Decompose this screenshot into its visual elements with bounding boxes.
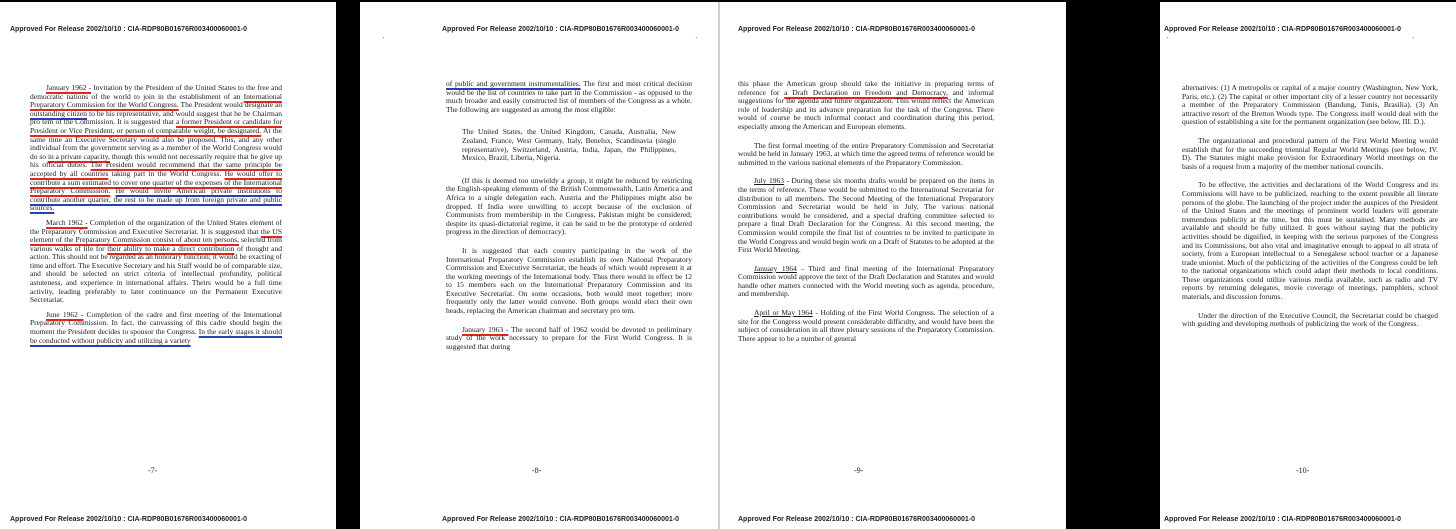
page-body — [30, 84, 282, 351]
highlighted-phrase: International Preparatory Commission for the World Congress. — [30, 91, 282, 110]
page-body — [738, 80, 994, 349]
highlighted-phrase: of public and government instrumentalities. — [446, 79, 581, 88]
page-header: Approved For Release 2002/10/10 : CIA-RDP80B01676R003400060001-0 — [442, 26, 679, 33]
page-header: Approved For Release 2002/10/10 : CIA-RDP80B01676R003400060001-0 — [10, 26, 247, 33]
page-footer: Approved For Release 2002/10/10 : CIA-RDP80B01676R003400060001-0 — [738, 516, 975, 523]
highlighted-phrase: outstanding citizen — [30, 108, 88, 118]
page-footer: Approved For Release 2002/10/10 : CIA-RDP80B01676R003400060001-0 — [10, 516, 247, 523]
document-page-9 — [720, 2, 1066, 529]
highlighted-phrase: a former President or candidate for President or Vice President, or person of comparable weight, be designated. — [30, 117, 282, 135]
document-page-10 — [1160, 2, 1456, 529]
date-marker: March 1962 - — [46, 217, 88, 227]
page-gap — [336, 2, 360, 529]
paragraph: The organizational and procedural pattern of the First World Meeting would establish that for the succeeding triennial Regular World Meetings (see below, IV. D). The Statutes might make provision for Extraordinary World meetings on the basis of a request from a majority of the member national councils. — [1182, 135, 1438, 171]
highlighted-phrase: the US element of the Preparatory Commission consist of about ten persons, — [30, 226, 283, 245]
scan-mark: ’ — [1412, 36, 1415, 44]
paragraph-january-1964: January 1964 - Third and final meeting of the International Preparatory Commission would approve the text of the Draft Declaration and Statutes and would handle other matters connected with the World meeting such as agenda, procedure, and membership. — [738, 263, 995, 299]
paragraph-june-1962: June 1962 - Completion of the cadre and first meeting of the International Preparatory Commission. In fact, the canvassing of this cadre should begin the moment the President decides to sponsor the Congress. In the early stages it should be conducted without publicity and utilizing a variety — [30, 309, 283, 345]
highlighted-phrase: He would offer to contribute a sum estimated to cover one quarter of the expenses of the International Preparatory Commission. — [30, 168, 283, 196]
page-gap — [1066, 2, 1160, 529]
highlighted-phrase: In the early stages it should be conducted without publicity and utilizing a variety — [30, 327, 282, 345]
highlighted-phrase: in a private capacity, — [47, 151, 110, 161]
paragraph-continued: this phase the American group should take the initiative in preparing terms of reference for a Draft Declaration on Freedom and Democracy, and informal suggestions for the agenda and future organization. This would reflect the American role of leadership and its advance preparation for the task of the Congress. There would of course be much informal contact and coordination during this period, especially among the American and European elements. — [738, 79, 995, 131]
paragraph-january-1962: January 1962 - Invitation by the President of the United States to the free and democratic nations of the world to join in the establishment of an International Preparatory Commission for the World Congress. The President would designate an outstanding citizen to be his representative, and would suggest that he be Chairman pro tem of the Commission. It is suggested that a former President or candidate for President or Vice President, or person of comparable weight, be designated. At the same time an Executive Secretary would also be proposed. This, and any other individual from the government serving as a member of the World Congress would do so in a private capacity, though this would not necessarily require that he give up his official duties. The President would recommend that the same principle be accepted by all countries taking part in the World Congress. He would offer to contribute a sum estimated to cover one quarter of the expenses of the International Preparatory Commission. He would invite American private institutions to contribute another quarter, the rest to be made up from foreign private and public sources. — [30, 83, 283, 213]
highlighted-phrase: their ability to make a direct contribution — [107, 243, 235, 253]
paragraph-april-may-1964: April or May 1964 - Holding of the First World Congress. The selection of a site for the Congress would present considerable difficulty, and would have been the subject of consideration in all three plenary sessions of the Preparatory Commission. There appear to be a number of general — [738, 308, 994, 343]
paragraph: To be effective, the activities and declarations of the World Congress and its Commissions will have to be publicized, reaching to the extent possible all literate persons of the globe. The launching of the project under the auspices of the President of the United States and the meetings of prominent world leaders will generate tremendous publicity at the time, but this must be sustained. Many methods are available and should be fully utilized. It goes without saying that the publicity activities should be dignified, in keeping with the serious purposes of the Congress and its Commissions, but also vital and imaginative enough to appeal to all strata of society, from a European intellectual to a Senegalese school teacher or a Japanese trade unionist. Much of the publicizing of the activities of the Congress could be left to the national organizations which could adapt their methods to local conditions. These organizations could utilize various media available, such as radio and TV reports by returning delegates, movie coverage of meetings, pamphlets, school materials, and discussion forums. — [1182, 180, 1438, 302]
country-list: The United States, the United Kingdom, Canada, Australia, New Zealand, France, West Germany, Italy, Benelux, Scandinavia (single representative), Switzerland, Austria, India, Japan, the Philippines, Mexico, Brazil, Liberia, Nigeria. — [462, 127, 676, 163]
date-marker: January 1964 — [754, 263, 797, 273]
date-marker: January 1963 - — [462, 324, 509, 334]
document-page-7 — [0, 2, 336, 529]
date-marker: April or May 1964 — [754, 308, 813, 318]
date-marker: June 1962 - — [46, 309, 84, 319]
page-number: -8- — [532, 466, 542, 475]
date-marker: July 1963 — [754, 176, 784, 186]
paragraph-continued: alternatives: (1) A metropolis or capital of a major country (Washington, New York, Paris, etc.). (2) The capital or other important city of a lesser country not necessarily a member of the Preparatory Commission (Bandung, Tunis, Brasilia). (3) An attractive resort of the Bretton Woods type. The Congress itself would deal with the question of establishing a site for the permanent organization (see below, III. D.). — [1182, 83, 1438, 127]
page-header: Approved For Release 2002/10/10 : CIA-RDP80B01676R003400060001-0 — [738, 26, 975, 33]
page-footer: Approved For Release 2002/10/10 : CIA-RDP80B01676R003400060001-0 — [442, 516, 679, 523]
paragraph: Under the direction of the Executive Council, the Secretariat could be charged with guiding and developing methods of publicizing the work of the Congress. — [1182, 310, 1438, 329]
highlighted-phrase: The President would recommend that the same principle be accepted by all countries — [30, 160, 282, 178]
paragraph-continued: of public and government instrumentalities. The first and most critical decision would be the list of countries to take part in the Commission - as opposed to the much broader and easily constructed list of members of the Congress as a whole. The following are suggested as among the most eligible: — [446, 79, 692, 114]
highlighted-phrase: He would invite American private institutions to contribute another quarter, the rest to be made up from foreign private and public sources. — [30, 186, 282, 213]
document-page-8 — [360, 2, 718, 529]
page-number: -10- — [1296, 466, 1310, 475]
page-body — [446, 80, 692, 357]
page-header: Approved For Release 2002/10/10 : CIA-RDP80B01676R003400060001-0 — [1164, 26, 1401, 33]
paragraph-january-1963: January 1963 - The second half of 1962 would be devoted to preliminary study of the work necessary to prepare for the First World Congress. It is suggested that during — [446, 324, 693, 351]
paragraph: The first formal meeting of the entire Preparatory Commission and Secretariat would be held in January 1963, at which time the agreed terms of reference would be submitted to the various national elements of the Preparatory Commission. — [738, 140, 994, 167]
scan-mark: ’ — [1166, 36, 1169, 44]
paragraph-march-1962: March 1962 - Completion of the organization of the United States element of the Preparatory Commission and Executive Secretariat. It is suggested that the US element of the Preparatory Commission consist of about ten persons, selected from various walks of life for their ability to make a direct contribution of thought and action. This should not be regarded as an honorary function; it would be exacting of time and effort. The Executive Secretary and his Staff would be of comparable size, and should be selected on strict criteria of intellectual profundity, political astuteness, and experience in international affairs. Theirs would be a full time activity, leading preferably to later continuance on the Permanent Executive Secretariat. — [30, 217, 283, 305]
page-footer: Approved For Release 2002/10/10 : CIA-RDP80B01676R003400060001-0 — [1164, 516, 1401, 523]
page-body — [1182, 84, 1438, 335]
date-marker: January 1962 - — [46, 83, 92, 92]
paragraph-july-1963: July 1963 - During these six months drafts would be prepared on the items in the terms of reference. These would be submitted to the International Secretariat for distribution to all members. The Second Meeting of the International Preparatory Commission and Secretariat would be held in July. The various national contributions would be considered, and a special drafting committee selected to prepare a final Draft Declaration for the Congress. At this second meeting, the Commission would compile the final list of countries to be invited to participate in the World Congress and would begin work on a Draft of Statutes to be adopted at the First World Meeting. — [738, 176, 994, 255]
paragraph: (If this is deemed too unwieldy a group, it might be reduced by restricting the English-speaking elements of the British Commonwealth, Latin America and Africa to a single delegation each. Austria and the Philippines might also be dropped. If India were unwilling to accept because of the exclusion of Communists from membership in the Congress, Pakistan might be considered; despite its quasi-dictatorial regime, it can be said to be the prototype of ordered progress in the direction of democracy). — [446, 175, 692, 237]
scan-mark: ’ — [382, 36, 385, 44]
page-number: -7- — [148, 466, 158, 475]
page-number: -9- — [854, 466, 864, 475]
paragraph: It is suggested that each country participating in the work of the International Preparatory Commission establish its own National Preparatory Commission and Executive Secretariat, the heads of which would represent it at the working meetings of the International body. Thus there would in effect be 12 to 15 members each on the International Preparatory Commission and its Executive Secretariat. On some occasions, both would meet together; more frequently only the latter would convene. Both groups would elect their own heads, replacing the American chairman and secretary pro tem. — [446, 245, 692, 316]
scan-mark: ’ — [695, 36, 698, 44]
highlighted-phrase: a Draft Declaration on Freedom and Democracy, — [784, 87, 948, 97]
